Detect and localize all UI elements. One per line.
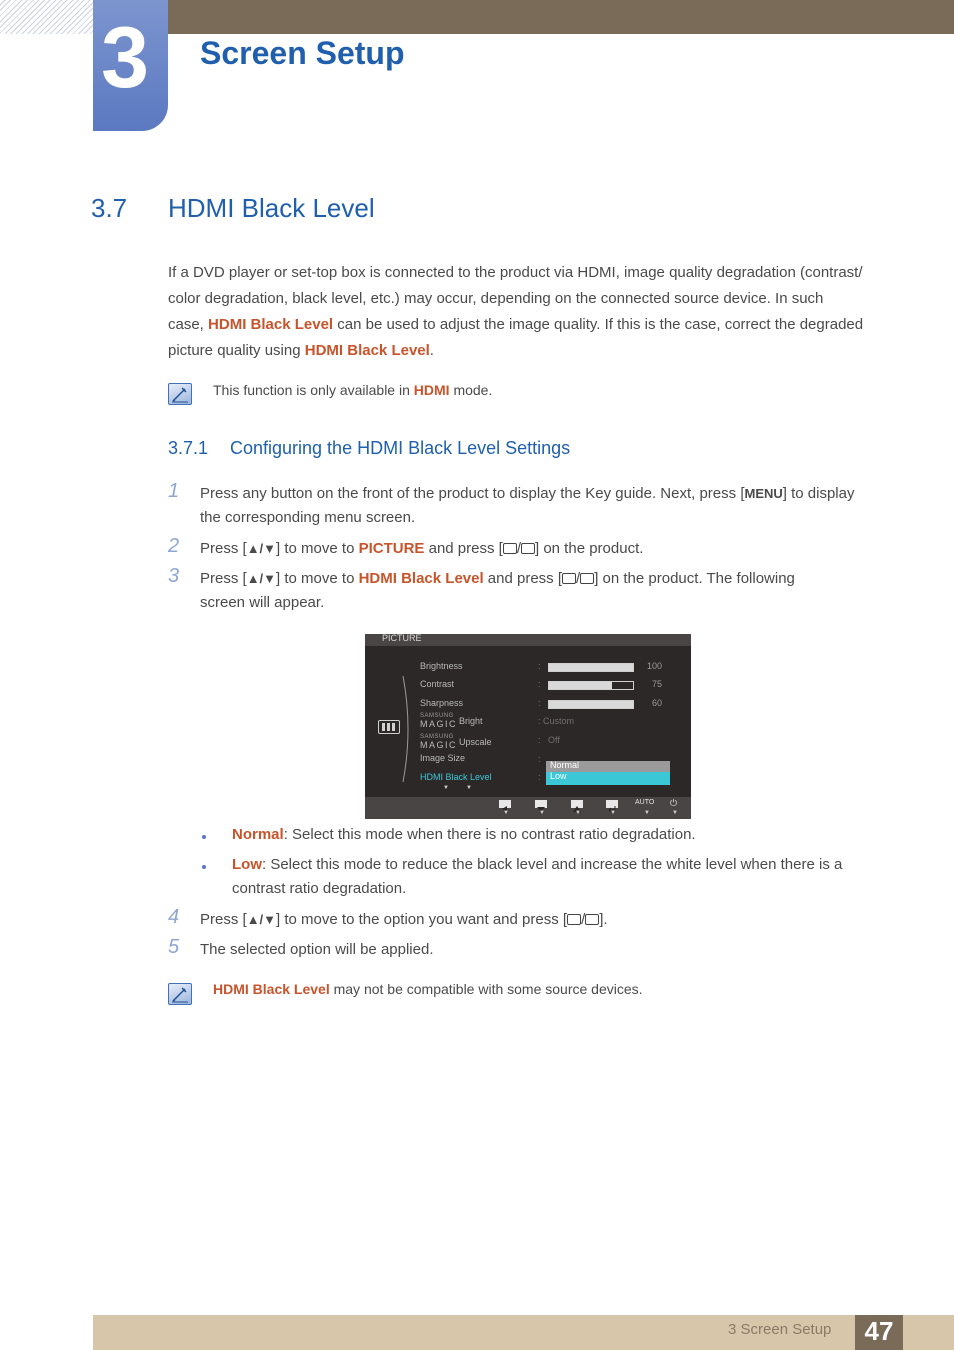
bullet-line [232, 853, 892, 877]
option-label: Normal [550, 760, 580, 770]
section-title: HDMI Black Level [168, 193, 375, 223]
slash: / [576, 570, 581, 587]
bullet-text: : Select this mode to reduce the black level and increase the white level when there is a [262, 856, 843, 873]
osd-slider-sharpness [548, 700, 634, 709]
slider-fill [549, 701, 633, 708]
subsection-number: 3.7.1 [168, 438, 209, 458]
hdmi-black-level-highlight: HDMI Black Level [358, 570, 484, 587]
option-low[interactable] [546, 772, 670, 785]
bullet-text: : Select this mode when there is no contrast ratio degradation. [283, 826, 696, 843]
osd-header-label: PICTURE [382, 634, 422, 643]
down-button-icon [535, 800, 547, 808]
footer-chapter-label: 3 Screen Setup [728, 1321, 832, 1338]
header-band [93, 0, 954, 34]
up-down-keys: ▲/▼ [246, 571, 277, 586]
left-button-icon [499, 800, 511, 808]
option-label: Low [550, 771, 567, 781]
hdmi-black-level-highlight: HDMI Black Level [304, 342, 430, 359]
osd-button-guide [365, 797, 691, 819]
osd-item-contrast: Contrast [420, 679, 455, 689]
osd-colon: : [538, 754, 541, 764]
page-number: 47 [864, 1316, 894, 1346]
step-text: Press [ [200, 540, 247, 557]
osd-value-magic-upscale: Off [548, 735, 560, 745]
source-key-icon [503, 543, 517, 554]
guide-pointer: ▼ [539, 810, 545, 816]
auto-button-label: AUTO [635, 799, 655, 806]
step-line: the corresponding menu screen. [200, 509, 416, 526]
power-icon: ⏻ [670, 798, 678, 808]
step-text: ] to display [782, 485, 855, 502]
osd-value-brightness: 100 [647, 661, 663, 671]
step-number: 5 [168, 936, 180, 958]
slider-fill [549, 682, 612, 689]
picture-icon [378, 720, 400, 734]
osd-colon: : [538, 698, 541, 708]
step-line: screen will appear. [200, 594, 325, 611]
slash: / [516, 540, 521, 557]
step-text: ] to move to the option you want and press [ [276, 911, 568, 928]
note-text-suffix: may not be compatible with some source devices. [329, 981, 643, 997]
step-number: 3 [168, 565, 180, 587]
step-text: ] on the product. [535, 540, 644, 557]
step-text: ]. [599, 911, 608, 928]
note-icon [168, 983, 192, 1005]
enter-button-icon [606, 800, 618, 808]
guide-pointer: ▼ [503, 810, 509, 816]
step-number: 1 [168, 480, 180, 502]
bullet-normal [232, 823, 892, 847]
step-text: ] on the product. The following [594, 570, 795, 587]
intro-line-3 [168, 312, 898, 338]
guide-pointer: ▼ [672, 810, 678, 816]
enter-key-icon [580, 573, 594, 584]
bullet-line: contrast ratio degradation. [232, 880, 407, 897]
osd-item-magic-bright: Bright [459, 716, 483, 726]
osd-item-image-size: Image Size [420, 753, 466, 763]
osd-colon: : [538, 735, 541, 745]
osd-value-magic-bright: : Custom [538, 716, 575, 726]
menu-key: MENU [744, 486, 783, 501]
intro-text: picture quality using [168, 342, 305, 359]
guide-pointer: ▼ [575, 810, 581, 816]
source-key-icon [562, 573, 576, 584]
bullet-dot [202, 835, 206, 839]
osd-item-hdmi-black-level[interactable]: HDMI Black Level [420, 772, 492, 782]
step-text: Press [ [200, 570, 247, 587]
osd-slider-brightness [548, 663, 634, 672]
step-number: 4 [168, 906, 180, 928]
up-button-icon [571, 800, 583, 808]
samsung-wordmark: SAMSUNG [420, 713, 454, 719]
hdmi-highlight: HDMI [413, 382, 450, 398]
step-text: Press any button on the front of the product to display the Key guide. Next, press [ [200, 485, 745, 502]
source-key-icon [567, 914, 581, 925]
enter-key-icon [585, 914, 599, 925]
step-2-text [200, 537, 900, 561]
note-text [213, 377, 492, 403]
step-text: Press [ [200, 911, 247, 928]
magic-wordmark: MAGIC [420, 719, 458, 729]
osd-header [365, 634, 691, 646]
step-number: 2 [168, 535, 180, 557]
note-text [213, 976, 643, 1002]
osd-item-sharpness: Sharpness [420, 698, 464, 708]
slider-fill [549, 664, 633, 671]
section-number: 3.7 [91, 193, 128, 223]
step-line [200, 482, 900, 506]
up-down-keys: ▲/▼ [246, 541, 277, 556]
intro-text: case, [168, 316, 209, 333]
step-3-text [200, 567, 900, 615]
osd-item-magic-upscale: Upscale [459, 737, 492, 747]
corner-hatch-pattern [0, 0, 93, 34]
osd-colon: : [538, 661, 541, 671]
step-text: and press [ [483, 570, 563, 587]
note-text-suffix: mode. [449, 382, 493, 398]
scroll-down-arrow: ▼ [443, 785, 449, 791]
magic-wordmark: MAGIC [420, 740, 458, 750]
bullet-low [232, 853, 892, 901]
intro-line-2: color degradation, black level, etc.) may occur, depending on the connected source device. In such [168, 290, 824, 307]
osd-item-brightness: Brightness [420, 661, 463, 671]
osd-slider-contrast [548, 681, 634, 690]
guide-pointer: ▼ [644, 810, 650, 816]
bullet-dot [202, 865, 206, 869]
intro-text: can be used to adjust the image quality. If this is the case, correct the degraded [333, 316, 864, 333]
chapter-number: 3 [101, 10, 149, 106]
slash: / [581, 911, 586, 928]
note-icon [168, 383, 192, 405]
enter-key-icon [521, 543, 535, 554]
osd-colon: : [538, 772, 541, 782]
osd-colon: : [538, 679, 541, 689]
intro-paragraph [168, 260, 898, 364]
osd-value-contrast: 75 [652, 679, 663, 689]
guide-pointer: ▼ [610, 810, 616, 816]
samsung-wordmark: SAMSUNG [420, 734, 454, 740]
scroll-down-arrow: ▼ [466, 785, 472, 791]
normal-highlight: Normal [232, 826, 284, 843]
picture-highlight: PICTURE [358, 540, 425, 557]
osd-value-sharpness: 60 [652, 698, 663, 708]
hdmi-black-level-highlight: HDMI Black Level [213, 981, 330, 997]
osd-menu-screenshot [365, 634, 691, 819]
intro-text: . [429, 342, 434, 359]
hdmi-black-level-highlight: HDMI Black Level [208, 316, 334, 333]
up-down-keys: ▲/▼ [246, 912, 277, 927]
subsection-title: Configuring the HDMI Black Level Settings [230, 438, 571, 458]
note-text-prefix: This function is only available in [213, 382, 414, 398]
step-4-text [200, 908, 900, 932]
step-5-text: The selected option will be applied. [200, 941, 434, 958]
low-highlight: Low [232, 856, 262, 873]
intro-line-1: If a DVD player or set-top box is connected to the product via HDMI, image quality degradation (contrast/ [168, 264, 863, 281]
step-line [200, 567, 900, 591]
step-1-text [200, 482, 900, 530]
step-text: ] to move to [276, 540, 359, 557]
intro-line-4 [168, 338, 898, 364]
step-text: and press [ [424, 540, 503, 557]
chapter-title: Screen Setup [200, 35, 405, 71]
step-text: ] to move to [276, 570, 359, 587]
osd-curve-divider [401, 674, 413, 784]
